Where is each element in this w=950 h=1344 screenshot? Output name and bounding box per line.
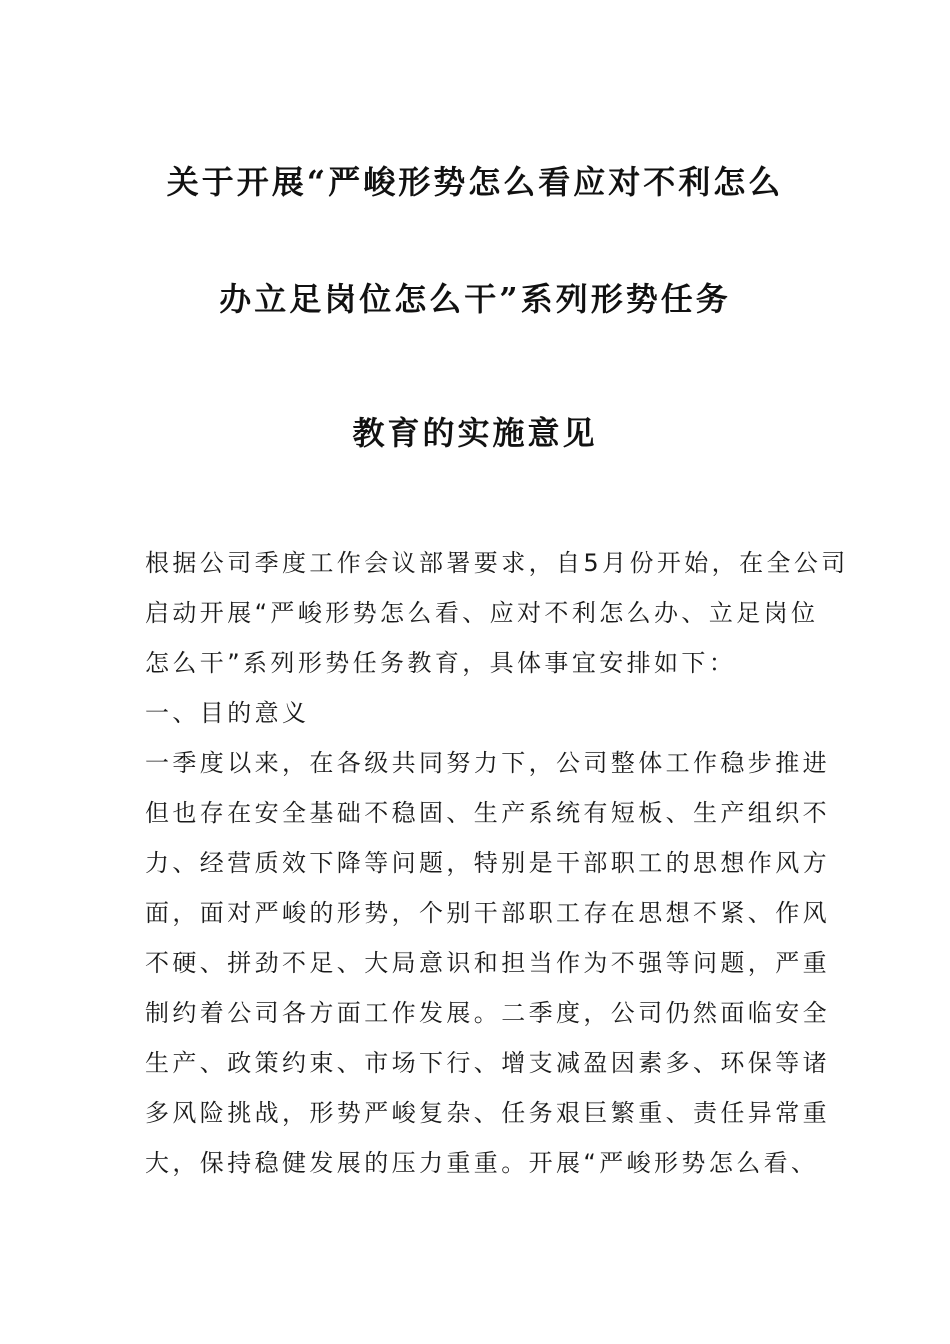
document-title-line-1: 关于开展“严峻形势怎么看应对不利怎么 xyxy=(166,163,784,201)
body-line: 面，面对严峻的形势，个别干部职工存在思想不紧、作风 xyxy=(145,899,830,927)
body-line: 但也存在安全基础不稳固、生产系统有短板、生产组织不 xyxy=(145,799,830,827)
document-title-line-3: 教育的实施意见 xyxy=(352,414,598,452)
document-title-line-2: 办立足岗位怎么干”系列形势任务 xyxy=(219,280,731,318)
section-heading: 一、目的意义 xyxy=(145,699,310,727)
body-line: 多风险挑战，形势严峻复杂、任务艰巨繁重、责任异常重 xyxy=(145,1099,830,1127)
body-line: 怎么干”系列形势任务教育，具体事宜安排如下： xyxy=(145,649,737,677)
body-line: 一季度以来，在各级共同努力下，公司整体工作稳步推进 xyxy=(145,749,830,777)
body-line: 大，保持稳健发展的压力重重。开展“严峻形势怎么看、 xyxy=(145,1149,819,1177)
body-line: 力、经营质效下降等问题，特别是干部职工的思想作风方 xyxy=(145,849,830,877)
body-line: 制约着公司各方面工作发展。二季度，公司仍然面临安全 xyxy=(145,999,830,1027)
body-line: 根据公司季度工作会议部署要求，自5月份开始，在全公司 xyxy=(145,549,849,577)
body-line: 启动开展“严峻形势怎么看、应对不利怎么办、立足岗位 xyxy=(145,599,819,627)
body-line: 不硬、拼劲不足、大局意识和担当作为不强等问题，严重 xyxy=(145,949,830,977)
body-line: 生产、政策约束、市场下行、增支减盈因素多、环保等诸 xyxy=(145,1049,830,1077)
